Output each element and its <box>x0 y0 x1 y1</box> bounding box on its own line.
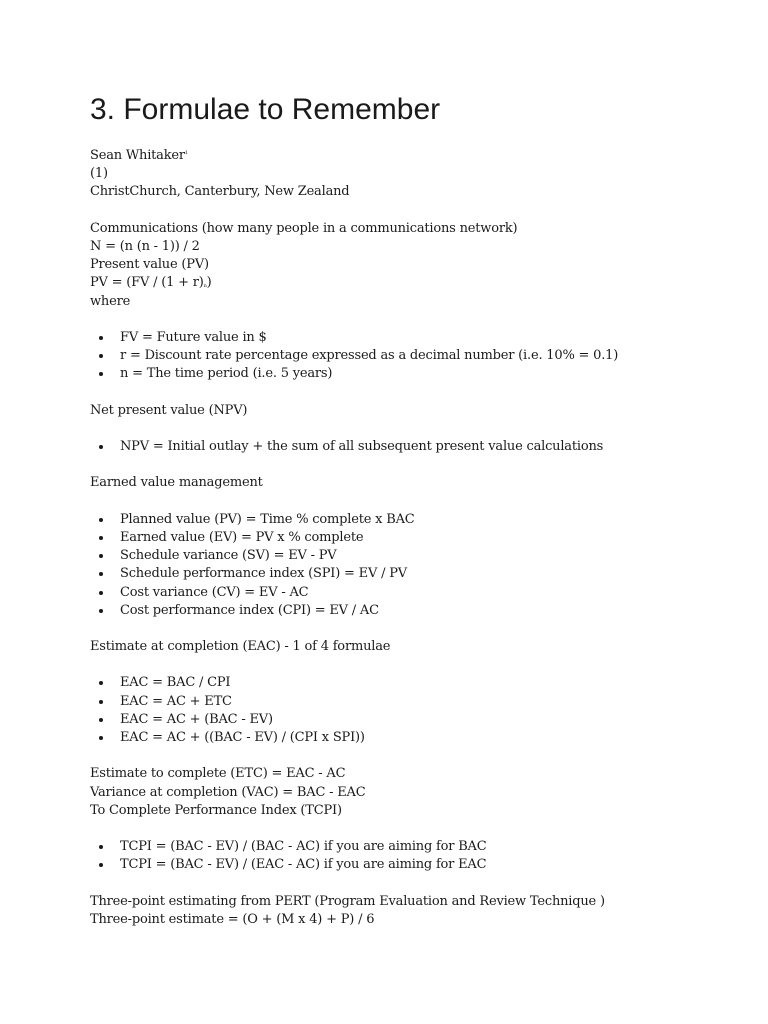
list-item: EAC = AC + ETC <box>90 693 730 711</box>
list-item: Planned value (PV) = Time % complete x BAC <box>90 511 730 529</box>
author-line <box>90 147 730 165</box>
pert-formula: Three-point estimate = (O + (M x 4) + P) / 6 <box>90 911 375 927</box>
evm-heading: Earned value management <box>90 475 263 491</box>
list-item: Cost performance index (CPI) = EV / AC <box>90 602 730 620</box>
list-item: FV = Future value in $ <box>90 329 730 347</box>
present-value-formula: PV = $(FV / (1 + r)_n)$ <box>90 275 212 291</box>
pert-heading: Three-point estimating from PERT (Program Evaluation and Review Technique ) <box>90 893 605 909</box>
list-item: NPV = Initial outlay + the sum of all subsequent present value calculations <box>90 438 730 456</box>
etc-line: Estimate to complete (ETC) = EAC - AC <box>90 766 346 782</box>
author-name: Sean Whitaker <box>90 148 185 163</box>
exponent-n: n <box>203 283 207 290</box>
present-value-heading: Present value (PV) <box>90 257 209 273</box>
list-item: Schedule performance index (SPI) = EV / PV <box>90 565 730 583</box>
list-item: Earned value (EV) = PV x % complete <box>90 529 730 547</box>
list-item: EAC = AC + ((BAC - EV) / (CPI x SPI)) <box>90 729 730 747</box>
list-item: EAC = AC + (BAC - EV) <box>90 711 730 729</box>
eac-heading: Estimate at completion (EAC) - 1 of 4 formulae <box>90 639 391 655</box>
list-item: r = Discount rate percentage expressed as a decimal number (i.e. 10% = 0.1) <box>90 347 730 365</box>
communications-formula: N = (n (n - 1)) / 2 <box>90 238 200 254</box>
author-location: ChristChurch, Canterbury, New Zealand <box>90 184 350 200</box>
document-body <box>90 147 730 929</box>
vac-line: Variance at completion (VAC) = BAC - EAC <box>90 784 366 800</box>
eac-list <box>90 674 730 747</box>
tcpi-heading: To Complete Performance Index (TCPI) <box>90 802 342 818</box>
tcpi-list <box>90 838 730 874</box>
npv-list <box>90 438 730 456</box>
list-item: Cost variance (CV) = EV - AC <box>90 584 730 602</box>
evm-list <box>90 511 730 620</box>
list-item: TCPI = (BAC - EV) / (BAC - AC) if you are aiming for BAC <box>90 838 730 856</box>
communications-heading: Communications (how many people in a communications network) <box>90 220 518 236</box>
author-footnote-mark: 1 <box>184 150 188 156</box>
list-item: n = The time period (i.e. 5 years) <box>90 365 730 383</box>
where-label: where <box>90 293 131 309</box>
affiliation-mark: (1) <box>90 166 108 182</box>
npv-heading: Net present value (NPV) <box>90 402 248 418</box>
list-item: TCPI = (BAC - EV) / (EAC - AC) if you are aiming for EAC <box>90 856 730 874</box>
list-item: Schedule variance (SV) = EV - PV <box>90 547 730 565</box>
list-item: EAC = BAC / CPI <box>90 674 730 692</box>
present-value-list <box>90 329 730 384</box>
page-title: 3. Formulae to Remember <box>90 93 441 126</box>
